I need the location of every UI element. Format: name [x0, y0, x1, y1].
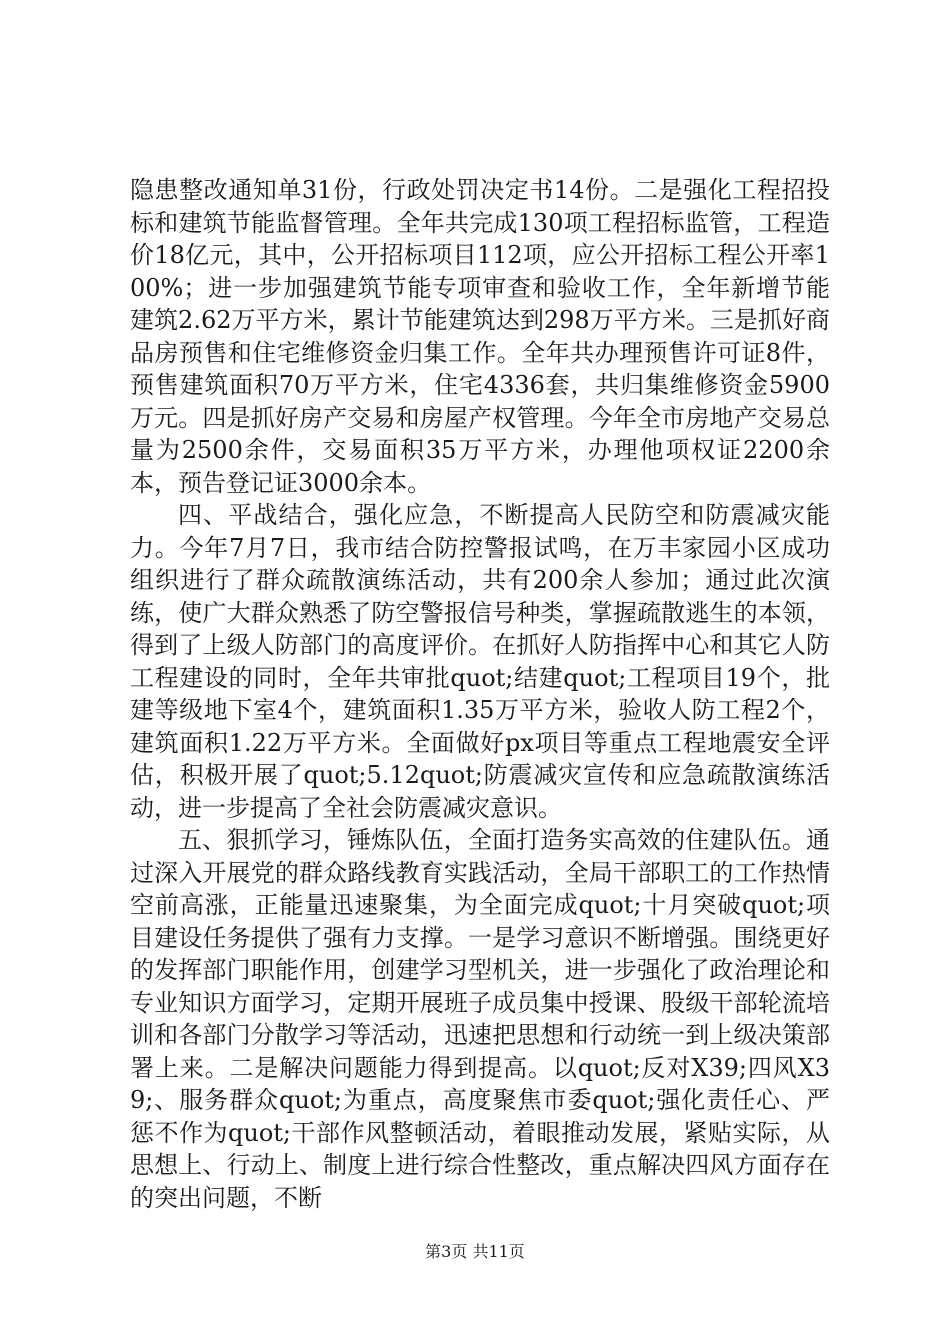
page-footer: 第3页 共11页 [425, 1242, 525, 1261]
document-body [130, 174, 830, 1214]
paragraph-1: 隐患整改通知单31份，行政处罚决定书14份。二是强化工程招投标和建筑节能监督管理。全年共完成130项工程招标监管，工程造价18亿元，其中，公开招标项目112项，应公开招标工程公开率100%；进一步加强建筑节能专项审查和验收工作，全年新增节能建筑2.62万平方米，累计节能建筑达到298万平方米。三是抓好商品房预售和住宅维修资金归集工作。全年共办理预售许可证8件，预售建筑面积70万平方米，住宅4336套，共归集维修资金5900万元。四是抓好房产交易和房屋产权管理。今年全市房地产交易总量为2500余件，交易面积35万平方米，办理他项权证2200余本，预告登记证3000余本。 [130, 176, 830, 497]
paragraph-2: 四、平战结合，强化应急，不断提高人民防空和防震减灾能力。今年7月7日，我市结合防控警报试鸣，在万丰家园小区成功组织进行了群众疏散演练活动，共有200余人参加；通过此次演练，使广大群众熟悉了防空警报信号种类，掌握疏散逃生的本领，得到了上级人防部门的高度评价。在抓好人防指挥中心和其它人防工程建设的同时，全年共审批quot;结建quot;工程项目19个，批建等级地下室4个，建筑面积1.35万平方米，验收人防工程2个，建筑面积1.22万平方米。全面做好px项目等重点工程地震安全评估，积极开展了quot;5.12quot;防震减灾宣传和应急疏散演练活动，进一步提高了全社会防震减灾意识。 [130, 501, 830, 822]
paragraph-3: 五、狠抓学习，锤炼队伍，全面打造务实高效的住建队伍。通过深入开展党的群众路线教育实践活动，全局干部职工的工作热情空前高涨，正能量迅速聚集，为全面完成quot;十月突破quot;项目建设任务提供了强有力支撑。一是学习意识不断增强。围绕更好的发挥部门职能作用，创建学习型机关，进一步强化了政治理论和专业知识方面学习，定期开展班子成员集中授课、股级干部轮流培训和各部门分散学习等活动，迅速把思想和行动统一到上级决策部署上来。二是解决问题能力得到提高。以quot;反对X39;四风X39;、服务群众quot;为重点，高度聚焦市委quot;强化责任心、严惩不作为quot;干部作风整顿活动，着眼推动发展，紧贴实际，从思想上、行动上、制度上进行综合性整改，重点解决四风方面存在的突出问题，不断 [130, 826, 830, 1212]
